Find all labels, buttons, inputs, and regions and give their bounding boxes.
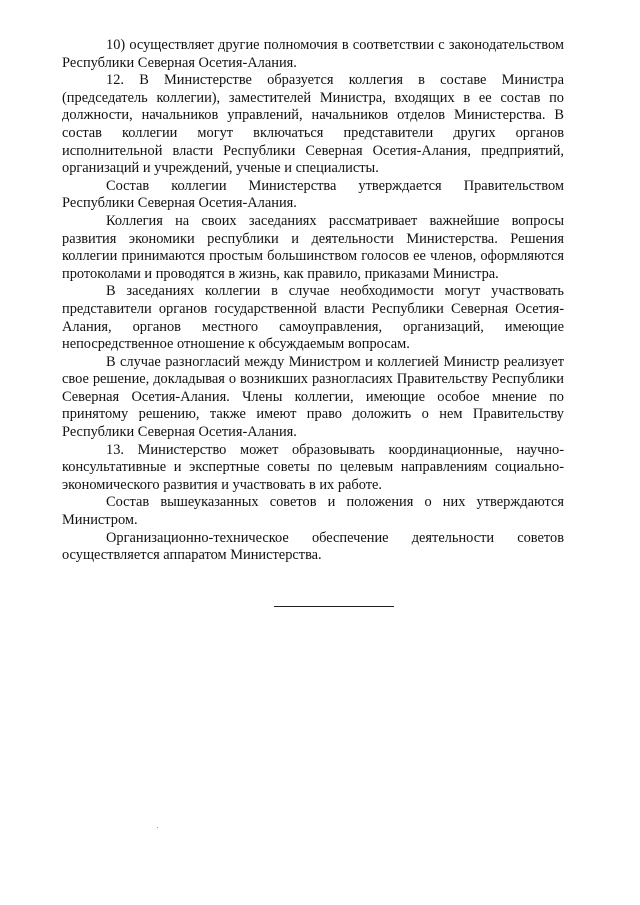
document-body <box>62 37 564 565</box>
paragraph-councils-approval: Состав вышеуказанных советов и положения о них утверждаются Министром. <box>62 494 564 529</box>
scan-speck <box>157 827 158 828</box>
end-of-text-rule <box>274 606 394 607</box>
paragraph-clause-13-councils: 13. Министерство может образовывать координационные, научно-консультативные и экспертные советы по целевым направлениям социально-экономического развития и участвовать в их работе. <box>62 441 564 493</box>
paragraph-councils-support: Организационно-техническое обеспечение деятельности советов осуществляется аппаратом Министерства. <box>62 529 564 564</box>
paragraph-disagreements: В случае разногласий между Министром и коллегией Министр реализует свое решение, докладывая о возникших разногласиях Правительству Республики Северная Осетия-Алания. Члены коллегии, имеющие особое мнение по принятому решению, также имеют право доложить о нем Правительству Республики Северная Осетия-Алания. <box>62 353 564 441</box>
paragraph-clause-12-collegium-composition: 12. В Министерстве образуется коллегия в составе Министра (председатель коллегии), заместителей Министра, входящих в ее состав по должности, начальников управлений, начальников отделов Министерства. В состав коллегии могут включаться представители других органов исполнительной власти Республики Северная Осетия-Алания, предприятий, организаций и учреждений, ученые и специалисты. <box>62 72 564 177</box>
paragraph-item-10-other-powers: 10) осуществляет другие полномочия в соответствии с законодательством Республики Северная Осетия-Алания. <box>62 37 564 71</box>
paragraph-collegium-meetings: Коллегия на своих заседаниях рассматривает важнейшие вопросы развития экономики республики и деятельности Министерства. Решения коллегии принимаются простым большинством голосов ее членов, оформляются протоколами и проводятся в жизнь, как правило, приказами Министра. <box>62 212 564 282</box>
paragraph-collegium-approval: Состав коллегии Министерства утверждается Правительством Республики Северная Осетия-Алания. <box>62 177 564 212</box>
paragraph-collegium-participants: В заседаниях коллегии в случае необходимости могут участвовать представители органов государственной власти Республики Северная Осетия-Алания, органов местного самоуправления, организаций, имеющие непосредственное отношение к обсуждаемым вопросам. <box>62 283 564 353</box>
